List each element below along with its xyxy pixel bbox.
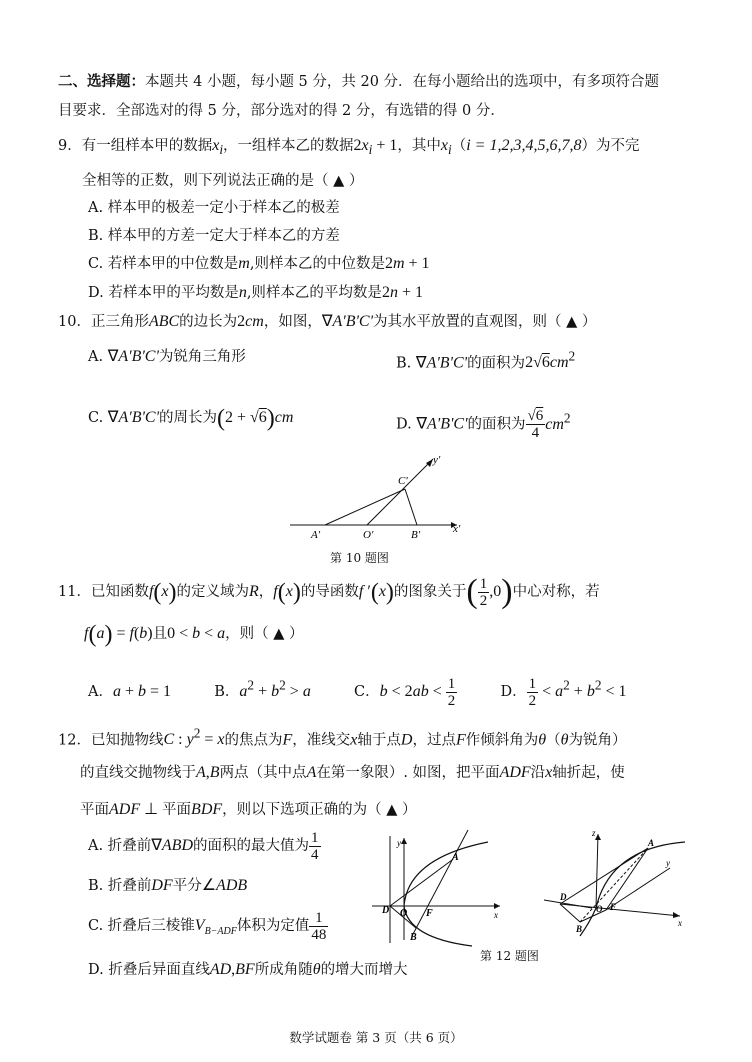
q12-stem-line3: 平面ADF ⊥ 平面BDF，则以下选项正确的为（ ▲ ） bbox=[80, 801, 417, 818]
q12-figure-right bbox=[540, 828, 690, 938]
label-o: O bbox=[400, 908, 408, 919]
label-z: z bbox=[592, 828, 596, 838]
label-d: D bbox=[560, 892, 567, 902]
q11-option-d: D． $\frac{1}{2}$ < $a^2 + b^2 < 1$ bbox=[500, 675, 627, 709]
q11-stem: 11．已知函数f(x)的定义域为R，f(x)的导函数f ′(x)的图象关于( $\frac{1}{2}$ ,0)中心对称，若 bbox=[58, 573, 600, 610]
fold-edge bbox=[544, 900, 592, 908]
label-o-prime: O′ bbox=[363, 529, 374, 541]
q9-option-c: C. 若样本甲的中位数是m,则样本乙的中位数是2m + 1 bbox=[88, 255, 430, 272]
label-x: x bbox=[678, 918, 682, 928]
q10-option-a: A. ∇A'B'C'为锐角三角形 bbox=[88, 348, 246, 365]
label-o: O bbox=[596, 904, 603, 914]
label-f: F bbox=[426, 908, 433, 919]
label-y: y bbox=[666, 858, 670, 868]
z-axis-line bbox=[596, 834, 598, 908]
segment-bc bbox=[405, 489, 417, 525]
q9-option-b: B. 样本甲的方差一定大于样本乙的方差 bbox=[88, 228, 340, 244]
y-axis-line bbox=[367, 459, 433, 525]
q11-stem-line2: f(a) = f(b)且0 < b < a，则（ ▲ ） bbox=[84, 621, 304, 648]
q9-option-a: A. 样本甲的极差一定小于样本乙的极差 bbox=[88, 200, 340, 216]
q11-option-a: A．a + b = 1 bbox=[88, 683, 172, 701]
label-y: y bbox=[397, 838, 401, 848]
q12-option-d: D. 折叠后异面直线AD,BF所成角随θ的增大而增大 bbox=[88, 961, 408, 978]
label-b: B bbox=[410, 932, 417, 943]
q12-figure-caption: 第 12 题图 bbox=[480, 949, 539, 963]
q10-figure-caption: 第 10 题图 bbox=[330, 551, 389, 565]
section-intro-line2: 目要求．全部选对的得 5 分，部分选对的得 2 分，有选错的得 0 分． bbox=[58, 103, 505, 119]
parabola-curve bbox=[580, 842, 685, 936]
q10-figure bbox=[285, 452, 465, 542]
q12-option-c: C. 折叠后三棱锥$V_{B-ADF}$体积为定值 $\frac{1}{48}$ bbox=[88, 909, 327, 943]
label-a: A bbox=[648, 838, 655, 848]
q12-figure-left bbox=[368, 828, 508, 948]
q10-option-b: B. ∇A'B'C'的面积为$2√6cm^2$ bbox=[396, 349, 576, 372]
segment-da bbox=[390, 860, 452, 906]
q12-option-a: A. 折叠前∇ABD的面积的最大值为 $\frac{1}{4}$ bbox=[88, 829, 319, 863]
label-x: x bbox=[494, 910, 498, 920]
q12-stem: 12．已知抛物线C : $y^2 = x$的焦点为F，准线交x轴于点D，过点F作倾斜角为θ（θ为锐角） bbox=[58, 726, 627, 749]
page-footer: 数学试题卷 第 3 页（共 6 页） bbox=[289, 1030, 463, 1045]
q9-stem: 9．有一组样本甲的数据$x_i$，一组样本乙的数据$2x_i + 1$，其中$x_i(i = 1,2,3,4,5,6,7,8)$为不完 bbox=[58, 137, 640, 158]
q10-option-d: D. ∇A'B'C'的面积为 $\frac{√6}{4}$ $cm^2$ bbox=[396, 408, 571, 441]
q11-options bbox=[88, 668, 627, 710]
q11-option-c: C．b < 2ab < $\frac{1}{2}$ bbox=[354, 675, 456, 709]
q9-stem-line2: 全相等的正数，则下列说法正确的是（ ▲ ） bbox=[82, 173, 364, 189]
q12-stem-line2: 的直线交抛物线于A,B两点（其中点A在第一象限）. 如图，把平面ADF沿x轴折起，使 bbox=[80, 764, 625, 781]
label-c-prime: C′ bbox=[398, 475, 408, 487]
label-a-prime: A′ bbox=[311, 529, 321, 541]
parabola-curve bbox=[404, 842, 488, 946]
section-intro-line1: 二、选择题：本题共 4 小题，每小题 5 分，共 20 分．在每小题给出的选项中，有多项符合题 bbox=[58, 73, 660, 90]
label-y-prime: y′ bbox=[433, 454, 441, 466]
q12-option-b: B. 折叠前DF平分∠ADB bbox=[88, 877, 248, 894]
label-f: F bbox=[610, 902, 617, 912]
segment-db bbox=[560, 904, 580, 922]
label-b: B bbox=[576, 924, 583, 934]
label-b-prime: B′ bbox=[411, 529, 421, 541]
q9-option-d: D. 若样本甲的平均数是n,则样本乙的平均数是2n + 1 bbox=[88, 284, 423, 301]
q10-stem: 10．正三角形ABC的边长为2cm，如图，∇A'B'C'为其水平放置的直观图，则（ ▲ ） bbox=[58, 313, 597, 330]
label-x-prime: x′ bbox=[453, 523, 461, 535]
segment-fa bbox=[606, 848, 648, 910]
label-a: A bbox=[452, 852, 459, 863]
q10-option-c: C. ∇A'B'C'的周长为(2 + √6)cm bbox=[88, 405, 294, 432]
section-heading: 二、选择题： bbox=[58, 73, 145, 90]
segment-ac bbox=[325, 489, 405, 525]
q11-option-b: B．$a^2 + b^2 > a$ bbox=[214, 678, 311, 701]
label-d: D bbox=[382, 905, 390, 916]
